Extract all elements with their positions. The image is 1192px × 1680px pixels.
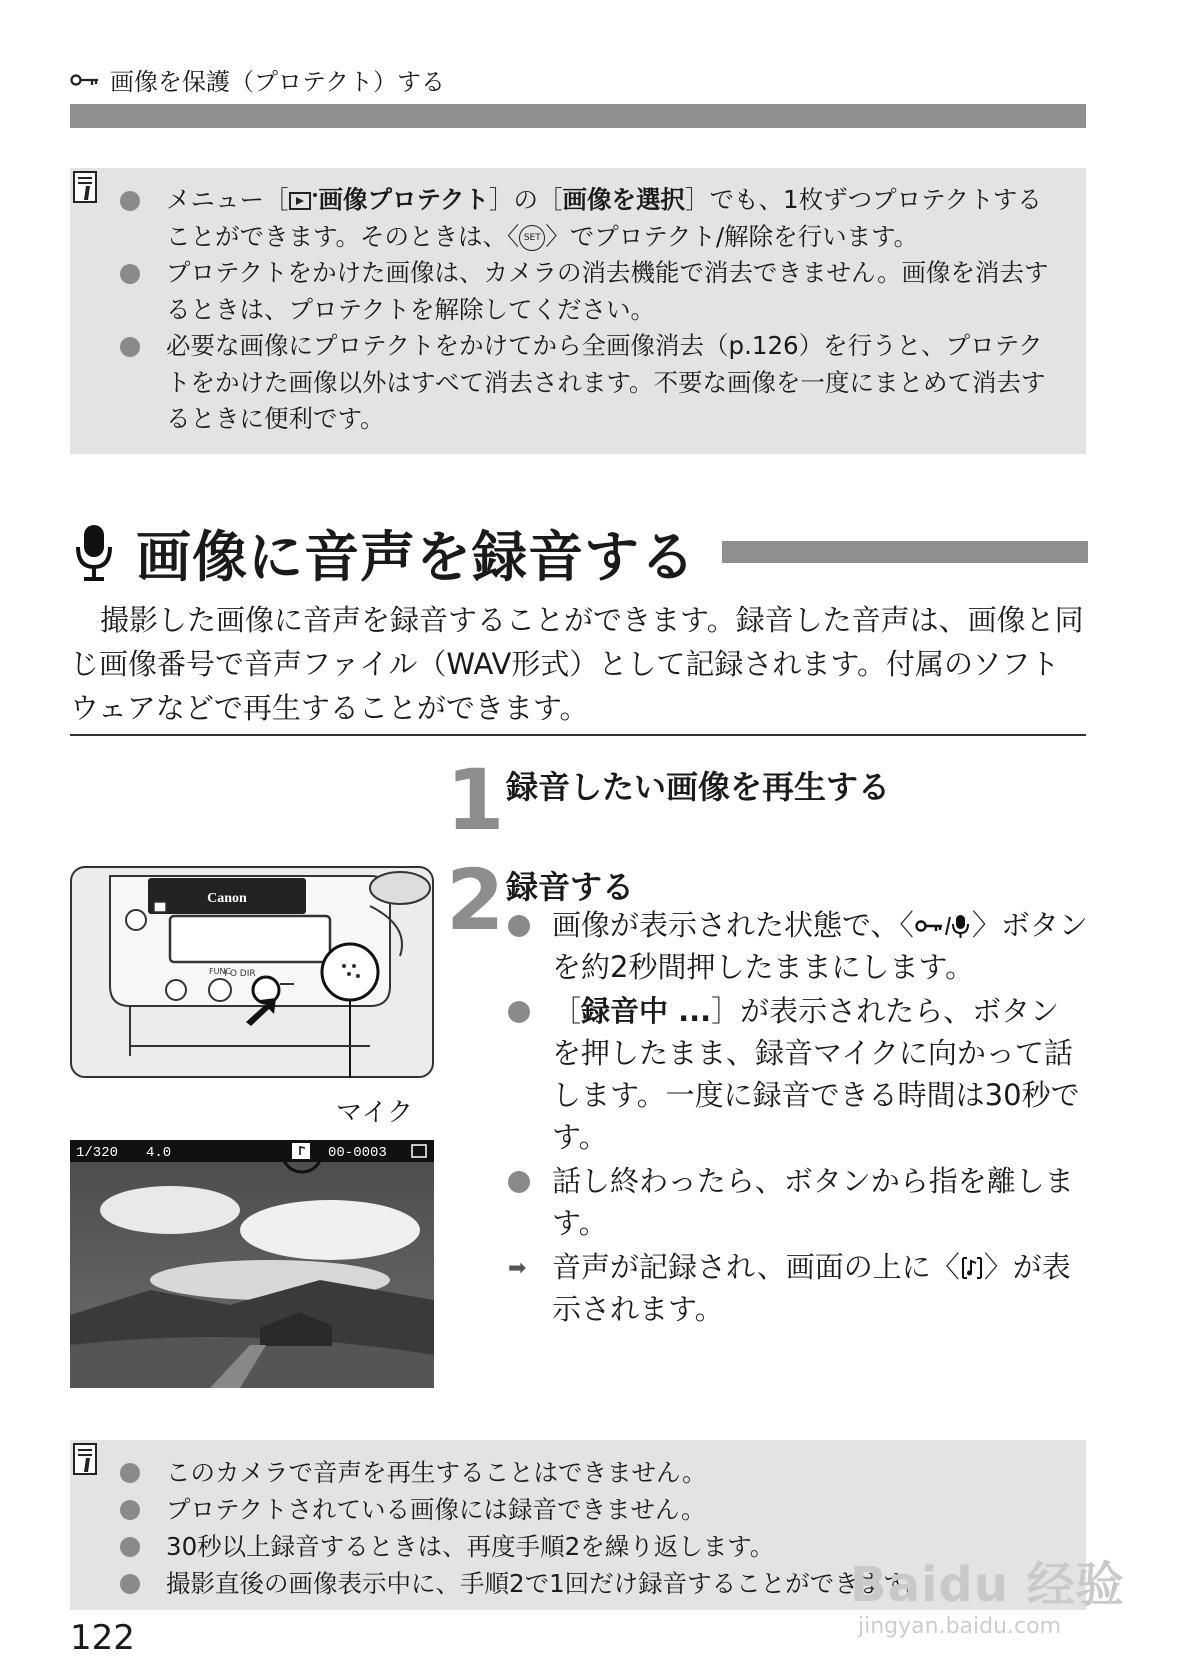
section-title: 画像に音声を録音する [136, 524, 697, 589]
divider-rule [70, 734, 1086, 736]
header-bar [70, 104, 1086, 128]
set-button-icon: SET [519, 225, 545, 251]
lcd-aperture: 4.0 [146, 1145, 172, 1161]
note-item: 撮影直後の画像表示中に、手順2で1回だけ録音することができます。 [120, 1565, 1066, 1602]
sound-note-icon [960, 1255, 984, 1281]
note-list-top [120, 182, 1066, 438]
section-heading [72, 514, 1088, 590]
lcd-shutter: 1/320 [76, 1145, 119, 1161]
step-title: 録音する [506, 868, 635, 906]
watermark-brand: Baidu 经验 [850, 1557, 1125, 1613]
note-icon [72, 1442, 100, 1476]
intro-paragraph: 撮影した画像に音声を録音することができます。録音した音声は、画像と同じ画像番号で音声ファイル（WAV形式）として記録されます。付属のソフトウェアなどで再生することができます。 [70, 603, 1084, 725]
arrow-icon: ➡ [508, 1256, 527, 1281]
note-box-top [70, 168, 1086, 454]
note-item: プロテクトをかけた画像は、カメラの消去機能で消去できません。画像を消去するときは、プロテクトを解除してください。 [120, 255, 1066, 328]
microphone-icon [72, 521, 116, 583]
step-result: ➡ 音声が記録され、画面の上に〈 〉が表示されます。 [508, 1250, 1071, 1326]
step-item: 画像が表示された状態で、〈 〉ボタンを約2秒間押したままにします。 [508, 904, 1088, 988]
step-number: 2 [446, 851, 505, 949]
step-instructions [508, 904, 1088, 1332]
note-item: メニュー［ 画像プロテクト］の［画像を選択］でも、1枚ずつプロテクトすることができます。そのときは、〈 SET 〉でプロテクト/解除を行います。 [120, 182, 1066, 255]
playback-menu-icon [289, 191, 319, 211]
lcd-file-number: 00-0003 [328, 1145, 387, 1161]
protect-record-button-icon [914, 913, 972, 939]
step-item: ［録音中 ...］が表示されたら、ボタンを押したまま、録音マイクに向かって話します。一度に録音できる時間は30秒です。 [508, 990, 1088, 1158]
camera-brand: Canon [207, 891, 247, 906]
note-item: このカメラで音声を再生することはできません。 [120, 1454, 1066, 1491]
page-number: 122 [70, 1618, 135, 1658]
note-icon [72, 170, 100, 204]
note-item: 必要な画像にプロテクトをかけてから全画像消去（p.126）を行うと、プロテクトをかけた画像以外はすべて消去されます。不要な画像を一度にまとめて消去するときに便利です。 [120, 328, 1066, 438]
camera-dir-label: I O DIR [224, 969, 256, 979]
note-item: 30秒以上録音するときは、再度手順2を繰り返します。 [120, 1528, 1066, 1565]
lcd-playback-photo [70, 1140, 434, 1388]
camera-back-illustration [70, 866, 434, 1078]
step-item: 話し終わったら、ボタンから指を離します。 [508, 1160, 1088, 1244]
step-number: 1 [446, 751, 505, 849]
running-header [70, 62, 445, 97]
section-bar [722, 541, 1088, 563]
protect-key-icon [70, 73, 100, 87]
watermark-url: jingyan.baidu.com [858, 1614, 1062, 1639]
microphone-label: マイク [336, 1098, 413, 1128]
camera-func-label: FUNC [208, 967, 232, 976]
note-item: プロテクトされている画像には録音できません。 [120, 1491, 1066, 1528]
step-title: 録音したい画像を再生する [506, 768, 891, 806]
running-header-title: 画像を保護（プロテクト）する [110, 68, 446, 96]
